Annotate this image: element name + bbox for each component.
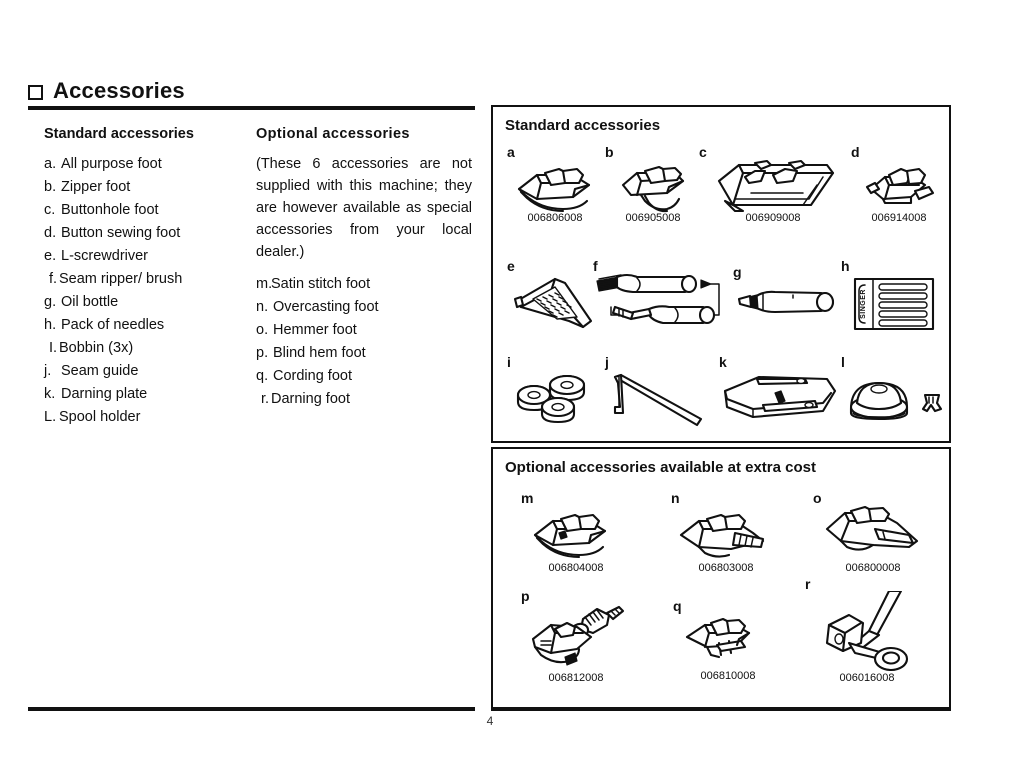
list-item-label: Oil bottle bbox=[61, 294, 119, 311]
list-item-marker: d. bbox=[44, 225, 57, 242]
list-item-label: All purpose foot bbox=[61, 156, 162, 173]
page-number: 4 bbox=[486, 714, 494, 728]
list-item-marker: b. bbox=[44, 179, 57, 196]
list-item-label: Overcasting foot bbox=[273, 299, 379, 316]
page-title: Accessories bbox=[53, 78, 185, 103]
accessory-cell-o bbox=[813, 491, 933, 574]
darning-plate-icon bbox=[719, 369, 843, 429]
list-item-marker: o. bbox=[256, 322, 269, 339]
accessory-cell-p bbox=[521, 589, 631, 684]
seam-ripper-brush-icon bbox=[593, 273, 733, 335]
accessory-letter: d bbox=[851, 144, 860, 160]
list-item-marker: k. bbox=[44, 386, 56, 403]
buttonhole-foot-icon bbox=[699, 159, 847, 213]
l-screwdriver-icon bbox=[507, 273, 607, 335]
accessory-code: 006812008 bbox=[548, 672, 604, 684]
list-item bbox=[256, 342, 476, 365]
accessory-code: 006806008 bbox=[527, 212, 583, 224]
list-item-marker: c. bbox=[44, 202, 56, 219]
accessory-letter: e bbox=[507, 258, 515, 274]
svg-text:SINGER: SINGER bbox=[860, 289, 867, 319]
list-item-marker: e. bbox=[44, 248, 57, 265]
standard-accessories-list bbox=[44, 126, 244, 429]
list-item-label: Zipper foot bbox=[61, 179, 131, 196]
accessory-letter: f bbox=[593, 258, 598, 274]
list-item bbox=[44, 268, 244, 291]
blind-hem-foot-icon bbox=[521, 603, 631, 673]
satin-stitch-foot-icon bbox=[521, 505, 631, 563]
accessory-letter: p bbox=[521, 588, 530, 604]
list-item-marker: p. bbox=[256, 345, 269, 362]
list-item-label: Cording foot bbox=[273, 368, 352, 385]
accessory-cell-b bbox=[605, 145, 701, 224]
accessory-code: 006804008 bbox=[548, 562, 604, 574]
accessory-letter: b bbox=[605, 144, 614, 160]
standard-panel-title: Standard accessories bbox=[505, 117, 661, 134]
list-item-marker: r. bbox=[260, 391, 269, 408]
list-item bbox=[44, 291, 244, 314]
list-item-marker: q. bbox=[256, 368, 269, 385]
list-item-marker: m. bbox=[256, 276, 273, 293]
page-heading bbox=[28, 80, 185, 102]
oil-bottle-icon bbox=[733, 279, 843, 331]
accessory-cell-k bbox=[719, 355, 843, 429]
standard-accessories-panel bbox=[491, 105, 951, 443]
list-item-label: Bobbin (3x) bbox=[59, 340, 134, 357]
list-item-label: Seam ripper/ brush bbox=[59, 271, 183, 288]
optional-accessories-panel bbox=[491, 447, 951, 710]
list-item-label: Pack of needles bbox=[61, 317, 165, 334]
optional-list-title: Optional accessories bbox=[256, 126, 410, 142]
list-item-label: Darning plate bbox=[61, 386, 148, 403]
square-outline-icon bbox=[28, 85, 43, 100]
optional-note: (These 6 accessories are not supplied with this machine; they are however available as special accessories from your local dealer.) bbox=[256, 156, 472, 261]
spool-holder-icon bbox=[841, 369, 947, 429]
needle-pack-icon bbox=[841, 273, 947, 333]
cording-foot-icon bbox=[673, 613, 783, 671]
list-item bbox=[44, 222, 244, 245]
accessory-cell-r bbox=[805, 577, 929, 684]
list-item bbox=[44, 176, 244, 199]
list-item bbox=[44, 383, 244, 406]
accessory-code: 006810008 bbox=[700, 670, 756, 682]
accessory-letter: o bbox=[813, 490, 822, 506]
zipper-foot-icon bbox=[605, 159, 701, 213]
list-item-marker: h. bbox=[44, 317, 57, 334]
list-item-label: Buttonhole foot bbox=[61, 202, 159, 219]
accessory-letter: m bbox=[521, 490, 534, 506]
accessory-letter: g bbox=[733, 264, 742, 280]
list-item bbox=[44, 314, 244, 337]
accessory-cell-c bbox=[699, 145, 847, 224]
accessory-letter: r bbox=[805, 576, 811, 592]
accessory-code: 006905008 bbox=[625, 212, 681, 224]
optional-panel-title: Optional accessories available at extra cost bbox=[505, 459, 816, 476]
accessory-cell-g bbox=[733, 265, 843, 331]
accessory-code: 006914008 bbox=[871, 212, 927, 224]
list-item-marker: a. bbox=[44, 156, 57, 173]
accessory-cell-d bbox=[851, 145, 947, 224]
accessory-cell-i bbox=[507, 355, 607, 429]
accessory-code: 006800008 bbox=[845, 562, 901, 574]
accessory-letter: h bbox=[841, 258, 850, 274]
list-item bbox=[44, 360, 244, 383]
list-item bbox=[44, 245, 244, 268]
list-item bbox=[44, 406, 244, 429]
list-item-marker: I. bbox=[48, 340, 57, 357]
list-item-label: Satin stitch foot bbox=[271, 276, 371, 293]
seam-guide-icon bbox=[605, 369, 717, 429]
accessory-cell-m bbox=[521, 491, 631, 574]
optional-accessories-list bbox=[256, 126, 476, 411]
list-item bbox=[44, 153, 244, 176]
accessory-cell-f bbox=[593, 259, 733, 335]
accessory-cell-e bbox=[507, 259, 607, 335]
accessory-letter: q bbox=[673, 598, 682, 614]
list-item-label: Darning foot bbox=[271, 391, 350, 408]
footer-divider-right bbox=[491, 707, 951, 711]
accessory-letter: n bbox=[671, 490, 680, 506]
list-item-marker: g. bbox=[44, 294, 57, 311]
list-item-label: Spool holder bbox=[59, 409, 141, 426]
list-item bbox=[256, 319, 476, 342]
accessory-code: 006909008 bbox=[745, 212, 801, 224]
list-item-label: Button sewing foot bbox=[61, 225, 181, 242]
list-item bbox=[44, 337, 244, 360]
accessory-cell-h bbox=[841, 259, 947, 333]
footer-divider-left bbox=[28, 707, 475, 711]
list-item-marker: n. bbox=[256, 299, 269, 316]
accessory-letter: k bbox=[719, 354, 727, 370]
list-item-label: Hemmer foot bbox=[273, 322, 357, 339]
overcasting-foot-icon bbox=[671, 505, 781, 563]
list-item bbox=[256, 365, 476, 388]
hemmer-foot-icon bbox=[813, 505, 933, 563]
list-item-marker: j. bbox=[44, 363, 52, 380]
all-purpose-foot-icon bbox=[507, 159, 603, 213]
bobbins-icon bbox=[507, 369, 607, 429]
accessory-letter: j bbox=[605, 354, 609, 370]
accessory-cell-n bbox=[671, 491, 781, 574]
list-item bbox=[256, 296, 476, 319]
accessory-letter: c bbox=[699, 144, 707, 160]
accessory-letter: a bbox=[507, 144, 515, 160]
accessory-code: 006016008 bbox=[839, 672, 895, 684]
list-item bbox=[256, 273, 476, 296]
accessory-code: 006803008 bbox=[698, 562, 754, 574]
standard-list-title: Standard accessories bbox=[44, 126, 194, 142]
heading-divider bbox=[28, 106, 475, 110]
accessory-cell-a bbox=[507, 145, 603, 224]
accessory-cell-q bbox=[673, 599, 783, 682]
button-sewing-foot-icon bbox=[851, 159, 947, 213]
list-item-marker: L. bbox=[44, 409, 57, 426]
list-item-marker: f. bbox=[48, 271, 57, 288]
list-item bbox=[44, 199, 244, 222]
list-item-label: Blind hem foot bbox=[273, 345, 366, 362]
accessory-letter: l bbox=[841, 354, 845, 370]
accessory-letter: i bbox=[507, 354, 511, 370]
list-item-label: L-screwdriver bbox=[61, 248, 149, 265]
list-item-label: Seam guide bbox=[61, 363, 139, 380]
accessory-cell-j bbox=[605, 355, 717, 429]
darning-foot-icon bbox=[805, 591, 929, 673]
list-item bbox=[256, 388, 476, 411]
accessory-cell-l bbox=[841, 355, 947, 429]
